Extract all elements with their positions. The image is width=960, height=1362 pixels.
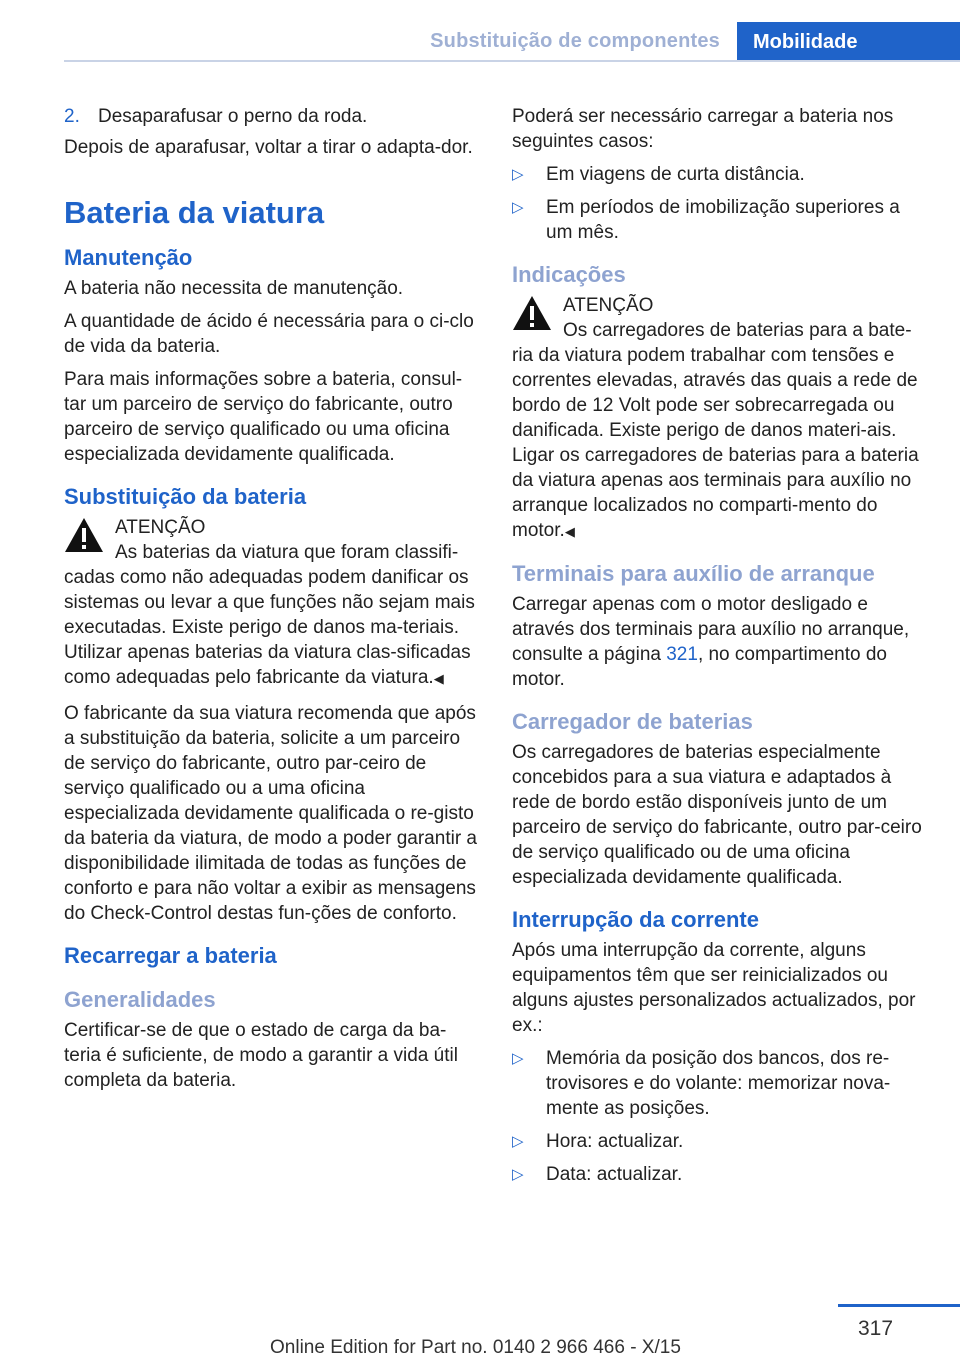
- page-number: 317: [858, 1317, 894, 1340]
- charging-intro: Poderá ser necessário carregar a bateria nos seguintes casos:: [512, 106, 894, 152]
- list-item-text: Data: actualizar.: [546, 1164, 683, 1185]
- manutencao-paragraph-1: A bateria não necessita de manutenção.: [64, 278, 404, 299]
- carregador-paragraph: Os carregadores de baterias especialmente concebidos para a sua viatura e adaptados à rede de bordo estão disponíveis junto de um parceiro de serviço do fabricante, outro par-ceiro de serviço qualificado ou de uma oficina especializada devidamente qualificada.: [512, 742, 922, 888]
- recarregar-heading: Recarregar a bateria: [64, 943, 277, 968]
- bullet-triangle-icon: ▷: [512, 1166, 524, 1183]
- header-tab-mobilidade: Mobilidade: [737, 22, 960, 62]
- footer-accent-rule: [838, 1304, 960, 1307]
- warning-title: ATENÇÃO: [115, 517, 206, 538]
- end-mark-icon: ◀: [564, 524, 575, 539]
- header-section-title: Substituição de componentes: [430, 30, 720, 52]
- warning-text: [64, 565, 479, 691]
- manutencao-paragraph-3: Para mais informações sobre a bateria, consul-tar um parceiro de serviço do fabricante, outro parceiro de serviço qualificado ou uma oficina especializada devidamente qualificada.: [64, 369, 463, 465]
- interrupcao-heading: Interrupção da corrente: [512, 907, 759, 932]
- generalidades-paragraph: Certificar-se de que o estado de carga da ba-teria é suficiente, de modo a garantir a vida útil completa da bateria.: [64, 1020, 458, 1091]
- warning-box-battery: [64, 515, 479, 691]
- step-number: 2.: [64, 106, 80, 127]
- step-item: [64, 104, 479, 129]
- list-item-text: Em viagens de curta distância.: [546, 164, 805, 185]
- substituicao-paragraph: O fabricante da sua viatura recomenda que após a substituição da bateria, solicite a um parceiro de serviço do fabricante, outro par-ceiro de serviço qualificado ou a uma oficina especializada devidamente qualificada o re-gisto da bateria da viatura, de modo a poder garantir a disponibilidade ilimitada de todas as funções de conforto e para não voltar a exibir as mensagens do Check-Control destas fun-ções de conforto.: [64, 703, 477, 924]
- terminais-heading: Terminais para auxílio de arranque: [512, 561, 875, 586]
- after-step-text: Depois de aparafusar, voltar a tirar o adapta-dor.: [64, 137, 473, 158]
- indicacoes-heading: Indicações: [512, 262, 626, 287]
- list-item-text: Memória da posição dos bancos, dos re-trovisores e do volante: memorizar nova-mente as posições.: [546, 1048, 891, 1119]
- warning-text-first-line: As baterias da viatura que foram classifi-: [115, 542, 459, 563]
- terminais-text-post: , no compartimento do motor.: [512, 644, 887, 690]
- terminais-paragraph: [512, 592, 927, 692]
- warning-triangle-icon: [512, 295, 552, 331]
- list-item: [512, 1129, 927, 1154]
- generalidades-heading: Generalidades: [64, 987, 216, 1012]
- list-item: [512, 1162, 927, 1187]
- reset-items-list: [512, 1046, 927, 1187]
- substituicao-heading: Substituição da bateria: [64, 484, 307, 509]
- charging-cases-list: [512, 162, 927, 245]
- manutencao-paragraph-2: A quantidade de ácido é necessária para o ci-clo de vida da bateria.: [64, 311, 474, 357]
- warning-text-rest: ria da viatura podem trabalhar com tensões e correntes elevadas, através das quais a rede de bordo de 12 Volt pode ser sobrecarregada ou danificada. Existe perigo de danos materi-ais. Ligar os carregadores de baterias para a bateria da viatura apenas aos terminais para auxílio no arranque localizados no comparti-mento do motor.: [512, 345, 919, 541]
- list-item-text: Em períodos de imobilização superiores a um mês.: [546, 197, 900, 243]
- bullet-triangle-icon: ▷: [512, 166, 524, 183]
- bullet-triangle-icon: ▷: [512, 1133, 524, 1150]
- chapter-heading: Bateria da viatura: [64, 195, 325, 230]
- warning-text-rest: cadas como não adequadas podem danificar os sistemas ou levar a que funções não sejam mais executadas. Existe perigo de danos ma-teriais. Utilizar apenas baterias da viatura clas-sificadas como adequadas pelo fabricante da viatura.: [64, 567, 475, 688]
- list-item-text: Hora: actualizar.: [546, 1131, 684, 1152]
- list-item: [512, 1046, 927, 1121]
- warning-text-first-line: Os carregadores de baterias para a bate-: [563, 320, 912, 341]
- footer-edition-text: Online Edition for Part no. 0140 2 966 466 - X/15: [270, 1337, 681, 1358]
- warning-text: [512, 343, 927, 544]
- warning-triangle-icon: [64, 517, 104, 553]
- manutencao-heading: Manutenção: [64, 245, 193, 270]
- list-item: [512, 162, 927, 187]
- right-column: [512, 104, 927, 1195]
- bullet-triangle-icon: ▷: [512, 199, 524, 216]
- end-mark-icon: ◀: [433, 671, 444, 686]
- step-text: Desaparafusar o perno da roda.: [98, 106, 368, 127]
- terminais-text-pre: Carregar apenas com o motor desligado e através dos terminais para auxílio no arranque, consulte a página: [512, 594, 910, 665]
- list-item: [512, 195, 927, 245]
- header-divider: [64, 60, 960, 62]
- left-column: [64, 104, 479, 1101]
- interrupcao-paragraph: Após uma interrupção da corrente, alguns equipamentos têm que ser reinicializados ou alguns ajustes personalizados actualizados, por ex.:: [512, 940, 916, 1036]
- bullet-triangle-icon: ▷: [512, 1050, 524, 1067]
- warning-box-chargers: [512, 293, 927, 544]
- warning-title: ATENÇÃO: [563, 295, 654, 316]
- page-link-321[interactable]: 321: [666, 644, 698, 665]
- carregador-heading: Carregador de baterias: [512, 709, 753, 734]
